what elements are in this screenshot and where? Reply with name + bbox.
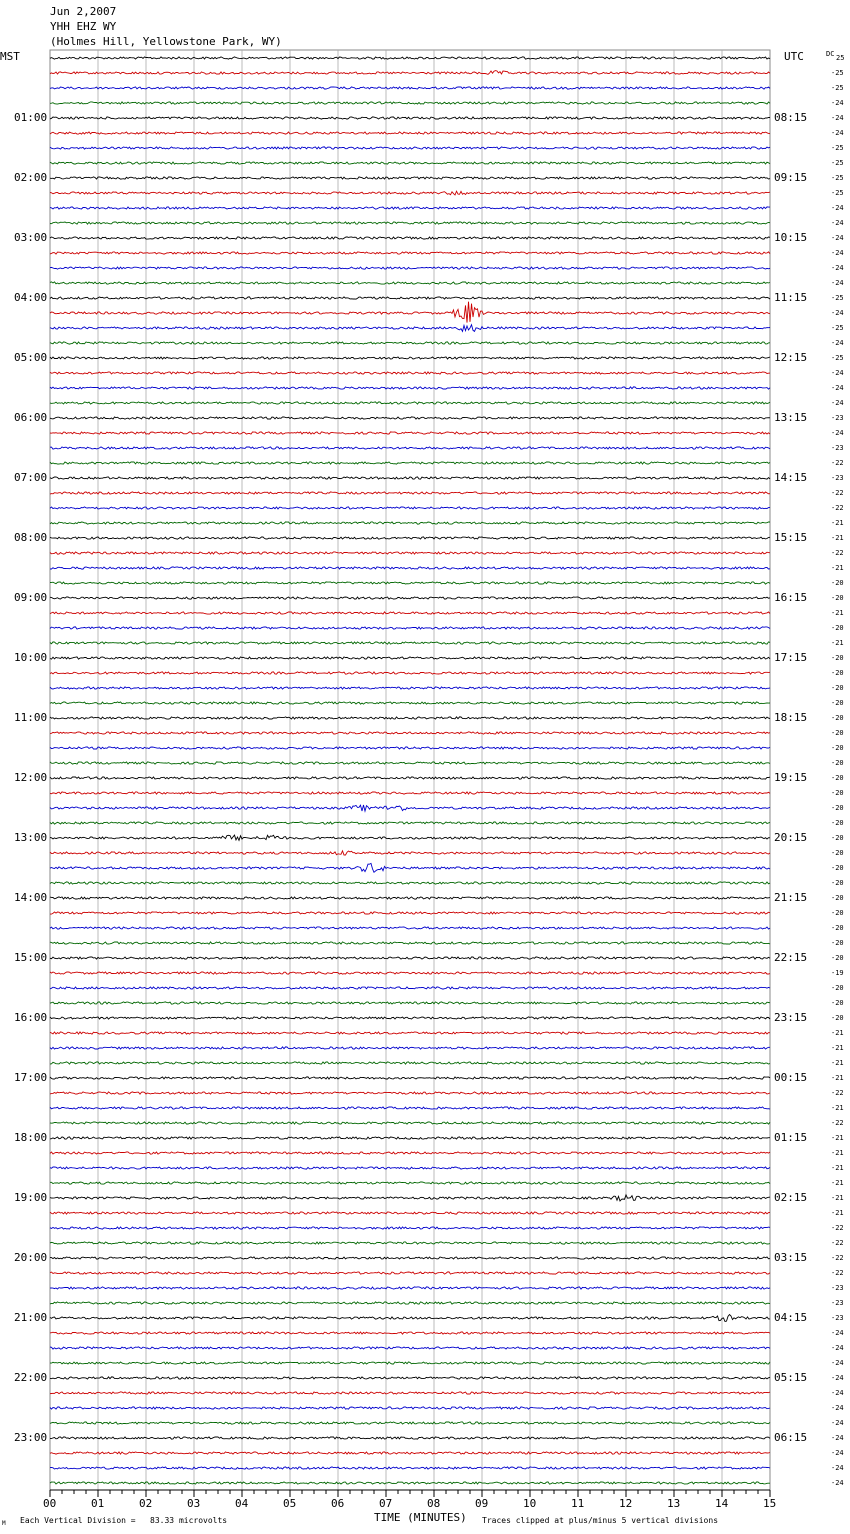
hour-label-right: 00:15: [774, 1071, 808, 1084]
dc-offset-label: 25: [836, 54, 845, 62]
seismic-trace: [50, 1467, 770, 1469]
seismic-trace: [50, 537, 770, 539]
seismic-trace: [50, 1407, 770, 1409]
seismic-trace: [50, 672, 770, 674]
dc-offset-label: -22: [831, 459, 844, 467]
x-tick-label: 11: [571, 1497, 585, 1510]
dc-offset-label: -22: [831, 1119, 844, 1127]
dc-offset-label: -20: [831, 774, 844, 782]
dc-offset-label: -25: [831, 324, 844, 332]
clip-note: Traces clipped at plus/minus 5 vertical divisions: [482, 1516, 719, 1525]
seismic-trace: [50, 1362, 770, 1364]
dc-offset-label: -20: [831, 594, 844, 602]
seismic-trace: [50, 882, 770, 884]
dc-offset-label: -24: [831, 384, 844, 392]
seismic-trace: [50, 162, 770, 164]
seismic-trace: [50, 237, 770, 239]
seismic-trace: [50, 1482, 770, 1484]
dc-offset-label: -20: [831, 894, 844, 902]
dc-offset-label: -22: [831, 1089, 844, 1097]
seismic-trace: [50, 207, 770, 209]
x-tick-label: 01: [91, 1497, 105, 1510]
seismic-trace: [50, 1077, 770, 1079]
x-tick-label: 10: [523, 1497, 537, 1510]
seismic-trace: [50, 897, 770, 899]
seismic-trace: [50, 1315, 770, 1322]
dc-offset-label: -20: [831, 984, 844, 992]
dc-offset-label: -22: [831, 504, 844, 512]
seismic-trace: [50, 927, 770, 929]
seismic-trace: [50, 1437, 770, 1439]
dc-offset-label: -23: [831, 1299, 844, 1307]
seismic-trace: [50, 302, 770, 323]
seismic-trace: [50, 835, 770, 840]
dc-offset-label: -21: [831, 1074, 844, 1082]
hour-label-left: 03:00: [14, 231, 48, 244]
seismic-trace: [50, 1257, 770, 1259]
seismic-trace: [50, 777, 770, 779]
seismic-trace: [50, 1212, 770, 1214]
seismic-trace: [50, 1107, 770, 1109]
dc-offset-label: -25: [831, 69, 844, 77]
dc-offset-label: -24: [831, 264, 844, 272]
plot-frame: [50, 50, 770, 1490]
hour-label-right: 21:15: [774, 891, 808, 904]
hour-label-right: 23:15: [774, 1011, 808, 1024]
dc-offset-label: -24: [831, 1389, 844, 1397]
hour-label-left: 04:00: [14, 291, 48, 304]
x-tick-label: 00: [43, 1497, 57, 1510]
dc-offset-label: -20: [831, 1014, 844, 1022]
dc-offset-label: -24: [831, 339, 844, 347]
seismic-trace: [50, 102, 770, 104]
seismic-trace: [50, 597, 770, 599]
seismic-trace: [50, 1332, 770, 1334]
x-tick-label: 04: [235, 1497, 249, 1510]
dc-offset-label: -24: [831, 429, 844, 437]
seismic-trace: [50, 1272, 770, 1274]
seismic-trace: [50, 1032, 770, 1034]
dc-offset-label: -24: [831, 219, 844, 227]
dc-offset-label: -20: [831, 864, 844, 872]
seismic-trace: [50, 297, 770, 299]
dc-offset-label: -24: [831, 1434, 844, 1442]
x-tick-label: 02: [139, 1497, 153, 1510]
dc-offset-label: -22: [831, 549, 844, 557]
dc-offset-label: -22: [831, 1239, 844, 1247]
dc-offset-label: -21: [831, 534, 844, 542]
seismic-trace: [50, 567, 770, 569]
hour-label-right: 22:15: [774, 951, 808, 964]
station-code: YHH EHZ WY: [50, 20, 117, 33]
seismic-trace: [50, 1092, 770, 1094]
seismic-trace: [50, 252, 770, 254]
x-tick-label: 13: [667, 1497, 681, 1510]
station-location: (Holmes Hill, Yellowstone Park, WY): [50, 35, 282, 48]
hour-label-left: 02:00: [14, 171, 48, 184]
seismic-trace: [50, 342, 770, 344]
dc-offset-label: -20: [831, 714, 844, 722]
hour-label-left: 11:00: [14, 711, 48, 724]
seismic-trace: [50, 942, 770, 944]
hour-label-right: 18:15: [774, 711, 808, 724]
seismic-trace: [50, 492, 770, 494]
seismic-trace: [50, 747, 770, 749]
seismic-trace: [50, 222, 770, 224]
right-timezone-label: UTC: [784, 50, 804, 63]
hour-label-right: 20:15: [774, 831, 808, 844]
hour-label-left: 19:00: [14, 1191, 48, 1204]
hour-label-left: 08:00: [14, 531, 48, 544]
dc-offset-label: -20: [831, 789, 844, 797]
hour-label-right: 12:15: [774, 351, 808, 364]
dc-offset-label: -22: [831, 1269, 844, 1277]
seismic-trace: [50, 972, 770, 974]
seismic-trace: [50, 462, 770, 464]
dc-offset-label: -21: [831, 1194, 844, 1202]
seismic-trace: [50, 912, 770, 914]
dc-offset-label: -20: [831, 669, 844, 677]
dc-offset-label: -20: [831, 834, 844, 842]
seismic-trace: [50, 132, 770, 134]
hour-label-left: 01:00: [14, 111, 48, 124]
seismic-trace: [50, 282, 770, 284]
seismic-trace: [50, 1302, 770, 1304]
dc-offset-label: -20: [831, 879, 844, 887]
dc-offset-label: -20: [831, 909, 844, 917]
seismic-trace: [50, 522, 770, 524]
hour-label-right: 16:15: [774, 591, 808, 604]
seismic-trace: [50, 177, 770, 179]
dc-offset-label: -20: [831, 699, 844, 707]
plot-date: Jun 2,2007: [50, 5, 117, 18]
dc-offset-label: -24: [831, 204, 844, 212]
dc-offset-label: -20: [831, 684, 844, 692]
hour-label-right: 06:15: [774, 1431, 808, 1444]
seismic-trace: [50, 582, 770, 584]
seismic-trace: [50, 432, 770, 434]
dc-offset-label: -20: [831, 819, 844, 827]
hour-label-right: 14:15: [774, 471, 808, 484]
seismic-trace: [50, 702, 770, 704]
dc-offset-label: -24: [831, 279, 844, 287]
dc-offset-label: -24: [831, 1329, 844, 1337]
seismic-trace: [50, 717, 770, 719]
seismic-trace: [50, 1047, 770, 1049]
dc-header-label: DC: [826, 50, 835, 58]
dc-offset-label: -24: [831, 1359, 844, 1367]
dc-offset-label: -21: [831, 1179, 844, 1187]
seismic-trace: [50, 762, 770, 764]
seismic-trace: [50, 1452, 770, 1454]
seismic-trace: [50, 1377, 770, 1379]
seismic-trace: [50, 357, 770, 359]
seismic-trace: [50, 1122, 770, 1124]
seismic-trace: [50, 1422, 770, 1424]
dc-offset-label: -24: [831, 309, 844, 317]
dc-offset-label: -25: [831, 174, 844, 182]
dc-offset-label: -24: [831, 369, 844, 377]
hour-label-left: 14:00: [14, 891, 48, 904]
dc-offset-label: -20: [831, 579, 844, 587]
seismic-trace: [50, 642, 770, 644]
hour-label-right: 04:15: [774, 1311, 808, 1324]
dc-offset-label: -25: [831, 354, 844, 362]
hour-label-left: 22:00: [14, 1371, 48, 1384]
dc-offset-label: -20: [831, 729, 844, 737]
dc-offset-label: -25: [831, 159, 844, 167]
dc-offset-label: -22: [831, 1254, 844, 1262]
scale-note: Each Vertical Division = 83.33 microvolts: [20, 1516, 228, 1525]
dc-offset-label: -24: [831, 1464, 844, 1472]
seismic-trace: [50, 387, 770, 389]
dc-offset-label: -20: [831, 804, 844, 812]
dc-offset-label: -22: [831, 1224, 844, 1232]
hour-label-right: 02:15: [774, 1191, 808, 1204]
hour-label-right: 17:15: [774, 651, 808, 664]
dc-offset-label: -20: [831, 759, 844, 767]
dc-offset-label: -21: [831, 1164, 844, 1172]
hour-label-right: 08:15: [774, 111, 808, 124]
hour-label-left: 05:00: [14, 351, 48, 364]
dc-offset-label: -21: [831, 519, 844, 527]
x-axis-title: TIME (MINUTES): [374, 1511, 467, 1524]
seismic-trace: [50, 117, 770, 119]
hour-label-left: 16:00: [14, 1011, 48, 1024]
seismic-trace: [50, 732, 770, 734]
dc-offset-label: -25: [831, 84, 844, 92]
hour-label-right: 01:15: [774, 1131, 808, 1144]
seismic-trace: [50, 657, 770, 659]
dc-offset-label: -20: [831, 849, 844, 857]
seismic-trace: [50, 325, 770, 332]
dc-offset-label: -24: [831, 1479, 844, 1487]
dc-offset-label: -20: [831, 744, 844, 752]
dc-offset-label: -23: [831, 1314, 844, 1322]
hour-label-left: 07:00: [14, 471, 48, 484]
seismic-trace: [50, 851, 770, 855]
hour-label-left: 10:00: [14, 651, 48, 664]
x-tick-label: 09: [475, 1497, 489, 1510]
dc-offset-label: -24: [831, 234, 844, 242]
dc-offset-label: -23: [831, 474, 844, 482]
x-tick-label: 15: [763, 1497, 777, 1510]
seismic-trace: [50, 957, 770, 959]
dc-offset-label: -21: [831, 1134, 844, 1142]
seismic-trace: [50, 1017, 770, 1019]
hour-label-right: 11:15: [774, 291, 808, 304]
hour-label-left: 12:00: [14, 771, 48, 784]
seismic-trace: [50, 1242, 770, 1244]
seismic-trace: [50, 1392, 770, 1394]
seismic-trace: [50, 191, 770, 195]
dc-offset-label: -24: [831, 1449, 844, 1457]
seismic-trace: [50, 612, 770, 614]
dc-offset-label: -21: [831, 1029, 844, 1037]
hour-label-right: 09:15: [774, 171, 808, 184]
dc-offset-label: -21: [831, 1209, 844, 1217]
hour-label-right: 03:15: [774, 1251, 808, 1264]
seismic-trace: [50, 372, 770, 374]
seismic-trace: [50, 1152, 770, 1154]
dc-offset-label: -21: [831, 1104, 844, 1112]
dc-offset-label: -23: [831, 1284, 844, 1292]
seismic-trace: [50, 1137, 770, 1139]
dc-offset-label: -21: [831, 609, 844, 617]
dc-offset-label: -21: [831, 1059, 844, 1067]
hour-label-left: 15:00: [14, 951, 48, 964]
x-tick-label: 06: [331, 1497, 345, 1510]
x-tick-label: 08: [427, 1497, 441, 1510]
seismic-trace: [50, 1287, 770, 1289]
hour-label-left: 13:00: [14, 831, 48, 844]
dc-offset-label: -24: [831, 1404, 844, 1412]
seismic-trace: [50, 1347, 770, 1349]
seismic-trace: [50, 822, 770, 824]
seismic-trace: [50, 627, 770, 629]
left-timezone-label: MST: [0, 50, 20, 63]
seismic-trace: [50, 402, 770, 404]
seismic-trace: [50, 1167, 770, 1169]
x-tick-label: 05: [283, 1497, 297, 1510]
dc-offset-label: -23: [831, 414, 844, 422]
hour-label-left: 09:00: [14, 591, 48, 604]
hour-label-left: 21:00: [14, 1311, 48, 1324]
hour-label-right: 19:15: [774, 771, 808, 784]
hour-label-left: 20:00: [14, 1251, 48, 1264]
hour-label-left: 23:00: [14, 1431, 48, 1444]
dc-offset-label: -21: [831, 564, 844, 572]
dc-offset-label: -20: [831, 624, 844, 632]
seismic-trace: [50, 147, 770, 149]
x-tick-label: 07: [379, 1497, 393, 1510]
seismic-trace: [50, 1195, 770, 1201]
hour-label-left: 17:00: [14, 1071, 48, 1084]
dc-offset-label: -24: [831, 1419, 844, 1427]
seismic-trace: [50, 507, 770, 509]
seismic-trace: [50, 792, 770, 794]
dc-offset-label: -21: [831, 1044, 844, 1052]
dc-offset-label: -21: [831, 1149, 844, 1157]
dc-offset-label: -21: [831, 639, 844, 647]
x-tick-label: 03: [187, 1497, 201, 1510]
seismic-trace: [50, 1002, 770, 1004]
hour-label-right: 15:15: [774, 531, 808, 544]
seismic-trace: [50, 552, 770, 554]
seismic-trace: [50, 71, 770, 75]
seismic-trace: [50, 57, 770, 59]
seismic-trace: [50, 267, 770, 269]
dc-offset-label: -20: [831, 939, 844, 947]
dc-offset-label: -24: [831, 399, 844, 407]
seismic-trace: [50, 863, 770, 872]
dc-offset-label: -25: [831, 189, 844, 197]
corner-mark: M: [2, 1520, 6, 1527]
hour-label-right: 13:15: [774, 411, 808, 424]
dc-offset-label: -20: [831, 954, 844, 962]
hour-label-left: 18:00: [14, 1131, 48, 1144]
dc-offset-label: -23: [831, 444, 844, 452]
seismic-trace: [50, 417, 770, 419]
dc-offset-label: -24: [831, 1344, 844, 1352]
hour-label-right: 05:15: [774, 1371, 808, 1384]
dc-offset-label: -19: [831, 969, 844, 977]
seismic-trace: [50, 805, 770, 811]
dc-offset-label: -20: [831, 999, 844, 1007]
dc-offset-label: -24: [831, 129, 844, 137]
seismic-trace: [50, 687, 770, 689]
hour-label-left: 06:00: [14, 411, 48, 424]
hour-label-right: 10:15: [774, 231, 808, 244]
dc-offset-label: -20: [831, 654, 844, 662]
seismic-trace: [50, 447, 770, 449]
seismic-trace: [50, 1182, 770, 1184]
dc-offset-label: -25: [831, 144, 844, 152]
x-tick-label: 12: [619, 1497, 633, 1510]
seismic-trace: [50, 987, 770, 989]
dc-offset-label: -24: [831, 99, 844, 107]
dc-offset-label: -24: [831, 1374, 844, 1382]
seismic-trace: [50, 1227, 770, 1229]
x-tick-label: 14: [715, 1497, 729, 1510]
seismic-trace: [50, 477, 770, 479]
dc-offset-label: -22: [831, 489, 844, 497]
dc-offset-label: -20: [831, 924, 844, 932]
dc-offset-label: -24: [831, 249, 844, 257]
seismic-trace: [50, 87, 770, 89]
dc-offset-label: -24: [831, 114, 844, 122]
seismic-trace: [50, 1062, 770, 1064]
dc-offset-label: -25: [831, 294, 844, 302]
